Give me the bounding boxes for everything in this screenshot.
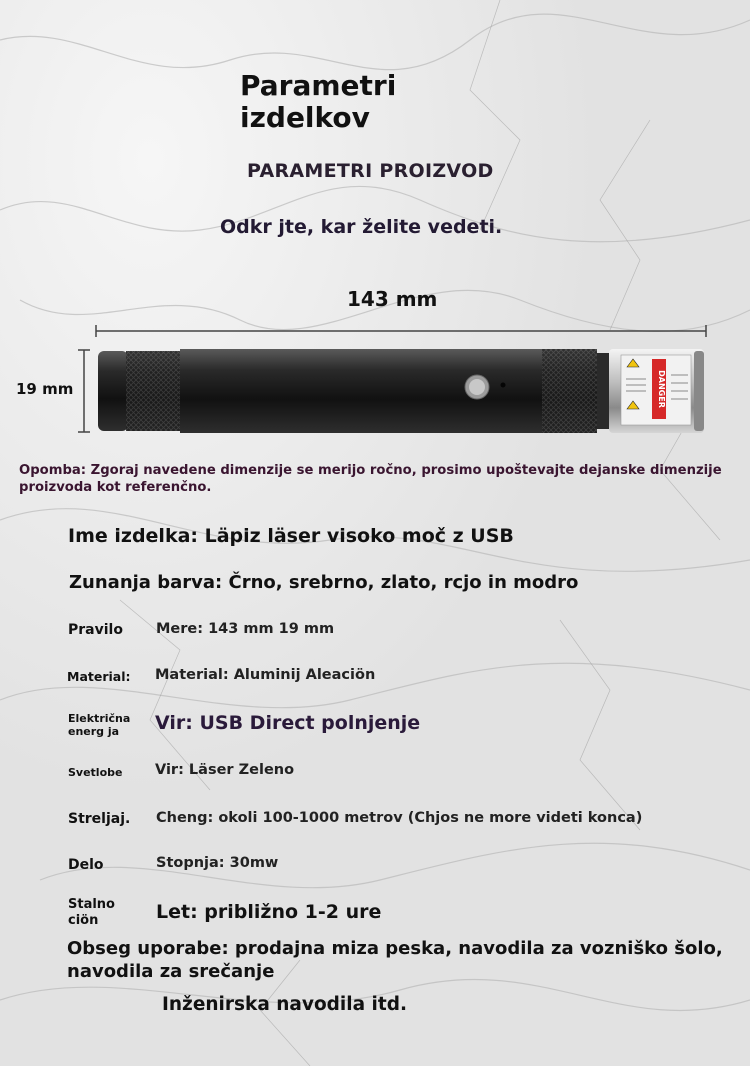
spec-value-power: Vir: USB Direct polnjenje [155,712,421,734]
title-line-1: Parametri [240,69,397,102]
spec-value-output: Stopnja: 30mw [156,855,279,871]
laser-pointer-image [96,345,712,437]
spec-value-range: Cheng: okoli 100-1000 metrov (Chjos ne more videti konca) [156,810,643,826]
spec-value-duration: Let: približno 1-2 ure [156,901,382,923]
usage-scope-extra: Inženirska navodila itd. [162,994,407,1015]
spec-label-duration: Stalno ciön [68,897,115,928]
spec-label-power: Električna energ ja [68,712,131,738]
tagline: Odkr jte, kar želite vedeti. [220,216,503,238]
spec-label-range: Streljaj. [68,811,131,827]
title-line-2: izdelkov [240,101,370,134]
spec-value-dimensions: Mere: 143 mm 19 mm [156,621,335,637]
product-name: Ime izdelka: Läpiz läser visoko moč z USB [68,525,514,547]
danger-label-text: DANGER [657,370,666,408]
spec-value-material: Material: Aluminij Aleaciön [155,667,376,683]
diameter-dimension-label: 19 mm [16,380,74,398]
measurement-note: Opomba: Zgoraj navedene dimenzije se merijo ročno, prosimo upoštevajte dejanske dimenzije proizvoda kot referenčno. [19,463,722,495]
spec-label-work: Delo [68,857,104,873]
spec-label-material: Material: [67,669,131,684]
usage-scope: Obseg uporabe: prodajna miza peska, navodila za vozniško šolo, navodila za srečanje [67,938,723,982]
spec-label-light: Svetlobe [68,766,123,779]
spec-value-light: Vir: Läser Zeleno [155,762,295,778]
spec-label-rule: Pravilo [68,622,123,638]
page-title [240,70,500,134]
page-subtitle: PARAMETRI PROIZVOD [247,160,494,182]
exterior-color: Zunanja barva: Črno, srebrno, zlato, rcjo in modro [69,572,579,593]
length-dimension-label: 143 mm [347,287,438,311]
